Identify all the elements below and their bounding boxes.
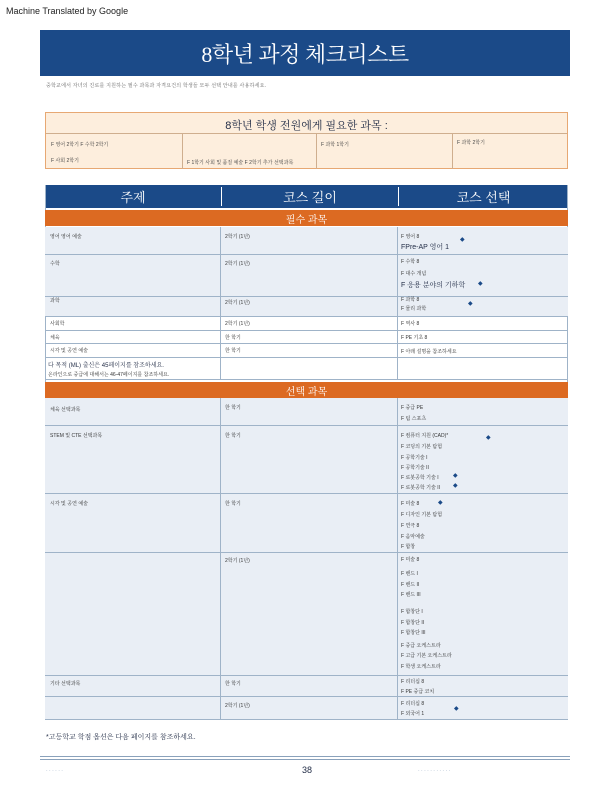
option-item: F 로봇공학 기술 II xyxy=(401,485,440,491)
note-text: 다 목적 (ML) 출신은 45페이지를 참조하세요. xyxy=(48,363,164,369)
footer-left: · · · · · · xyxy=(46,768,63,774)
machine-translated-label: Machine Translated by Google xyxy=(6,6,129,16)
requirement-cell: F 과학 1학기 xyxy=(321,142,349,148)
page-title: 8학년 과정 체크리스트 xyxy=(40,30,570,76)
column-header: 코스 선택 xyxy=(456,190,511,205)
requirements-title: 8학년 학생 전원에게 필요한 과목 : xyxy=(225,120,388,132)
length-cell: 2학기 (1년) xyxy=(225,300,250,306)
section-elective: 선택 과목 xyxy=(45,382,568,398)
footnote: *고등학교 학점 옵션은 다음 페이지를 참조하세요. xyxy=(46,734,196,741)
length-cell: 2학기 (1년) xyxy=(225,703,250,709)
requirements-box xyxy=(45,112,568,169)
requirement-cell: F 사회 2학기 xyxy=(51,158,79,164)
subject-cell: 사회학 xyxy=(50,321,65,327)
option-item: F 합창단 I xyxy=(401,609,423,615)
length-cell: 2학기 (1년) xyxy=(225,234,250,240)
option-item: F 중급 PE xyxy=(401,405,424,411)
column-header: 코스 길이 xyxy=(283,190,337,205)
option-item: F PE 중급 코치 xyxy=(401,689,435,695)
divider xyxy=(182,133,183,169)
length-cell: 한 학기 xyxy=(225,405,241,411)
length-cell: 한 학기 xyxy=(225,433,241,439)
subject-cell: 체육 xyxy=(50,335,60,341)
option-item: F 코딩의 기본 탐험 xyxy=(401,444,443,450)
option-item: F 팀 스포츠 xyxy=(401,416,427,422)
requirement-cell: F 1학기 사회 및 품질 예술 F 2학기 추가 선택과목 xyxy=(187,160,294,166)
option-item: F 과학 8 xyxy=(401,297,420,303)
subject-cell: STEM 및 CTE 선택과목 xyxy=(50,433,103,439)
diamond-icon: ◆ xyxy=(468,301,473,307)
subject-cell: 기타 선택과목 xyxy=(50,681,81,687)
table-row xyxy=(45,426,568,494)
option-item: F 외국어 1 xyxy=(401,711,425,717)
table-row xyxy=(45,344,568,358)
option-item: F 연극 8 xyxy=(401,523,420,529)
option-item: F 고급 기본 오케스트라 xyxy=(401,653,452,659)
option-item: F 영어 8 xyxy=(401,234,420,240)
table-row xyxy=(45,553,568,676)
option-item: F 합창단 III xyxy=(401,630,426,636)
option-item: F 리더십 8 xyxy=(401,679,425,685)
length-cell: 2학기 (1년) xyxy=(225,558,250,564)
requirement-cell: F 영어 2학기 F 수학 2학기 xyxy=(51,142,109,148)
length-cell: 한 학기 xyxy=(225,335,241,341)
table-row xyxy=(45,494,568,553)
length-cell: 한 학기 xyxy=(225,348,241,354)
table-row xyxy=(45,676,568,697)
divider xyxy=(452,133,453,169)
subject-cell: 수학 xyxy=(50,261,60,267)
option-item: F 응용 분야의 기하학 xyxy=(401,282,466,289)
option-item: F 중급 오케스트라 xyxy=(401,643,441,649)
length-cell: 한 학기 xyxy=(225,501,241,507)
subject-cell: 체육 선택과목 xyxy=(50,407,81,413)
option-item: F 컴퓨터 지원 (CAD)* xyxy=(401,433,449,439)
intro-text: 중학교에서 자녀의 진로를 지원하는 필수 과목과 자격요건의 학생들 모두 선택 안내를 사용하세요. xyxy=(46,83,267,89)
option-item: F 공학기술 I xyxy=(401,455,428,461)
divider xyxy=(316,133,317,169)
table-row xyxy=(45,331,568,344)
diamond-icon: ◆ xyxy=(453,483,458,489)
option-item: F 대수 개념 xyxy=(401,271,427,277)
diamond-icon: ◆ xyxy=(478,281,483,287)
option-item: F 미술 8 xyxy=(401,557,420,563)
diamond-icon: ◆ xyxy=(454,706,459,712)
option-item: F 역사 8 xyxy=(401,321,420,327)
option-item: F 합창단 II xyxy=(401,620,425,626)
option-item: F 수학 8 xyxy=(401,259,420,265)
option-item: F 리더십 8 xyxy=(401,701,425,707)
option-item: FPre-AP 영어 1 xyxy=(401,244,450,251)
option-item: F 밴드 I xyxy=(401,571,418,577)
footer-rule xyxy=(40,759,570,760)
length-cell: 한 학기 xyxy=(225,681,241,687)
table-row xyxy=(45,697,568,720)
table-row xyxy=(45,358,568,380)
diamond-icon: ◆ xyxy=(453,473,458,479)
footer-right: · · · · · · · · · · · xyxy=(418,768,451,774)
length-cell: 2학기 (1년) xyxy=(225,321,250,327)
subject-cell: 과학 xyxy=(50,298,60,304)
option-item: F PE 기초 8 xyxy=(401,335,428,341)
column-header: 주제 xyxy=(120,190,146,205)
divider xyxy=(46,133,567,134)
table-row xyxy=(45,317,568,331)
option-item: F 디자인 기본 탐험 xyxy=(401,512,443,518)
option-item: F 미술 8 xyxy=(401,501,420,507)
note-text: 온라인으로 중급에 대해서는 46-47페이지를 참조하세요. xyxy=(48,372,170,378)
section-required: 필수 과목 xyxy=(45,210,568,226)
subject-cell: 영어 영어 예술 xyxy=(50,234,82,240)
option-item: F 아래 설명을 참조하세요 xyxy=(401,349,457,355)
diamond-icon: ◆ xyxy=(460,237,465,243)
option-item: F 음악예술 xyxy=(401,534,425,540)
table-row xyxy=(45,398,568,426)
footer-rule xyxy=(40,756,570,757)
table-row xyxy=(45,297,568,317)
option-item: F 밴드 III xyxy=(401,592,421,598)
option-item: F 학생 오케스트라 xyxy=(401,664,441,670)
subject-cell: 시각 및 공연 예술 xyxy=(50,348,88,354)
diamond-icon: ◆ xyxy=(438,500,443,506)
page-number: 38 xyxy=(302,765,313,775)
option-item: F 물리 과학 xyxy=(401,306,427,312)
subject-cell: 시각 및 공연 예술 xyxy=(50,501,88,507)
option-item: F 밴드 II xyxy=(401,582,420,588)
option-item: F 합창 xyxy=(401,544,416,550)
diamond-icon: ◆ xyxy=(486,435,491,441)
table-row xyxy=(45,255,568,297)
requirement-cell: F 과학 2학기 xyxy=(457,140,485,146)
option-item: F 공학기술 II xyxy=(401,465,429,471)
table-row xyxy=(45,227,568,255)
option-item: F 로봇공학 기술 I xyxy=(401,475,439,481)
length-cell: 2학기 (1년) xyxy=(225,261,250,267)
